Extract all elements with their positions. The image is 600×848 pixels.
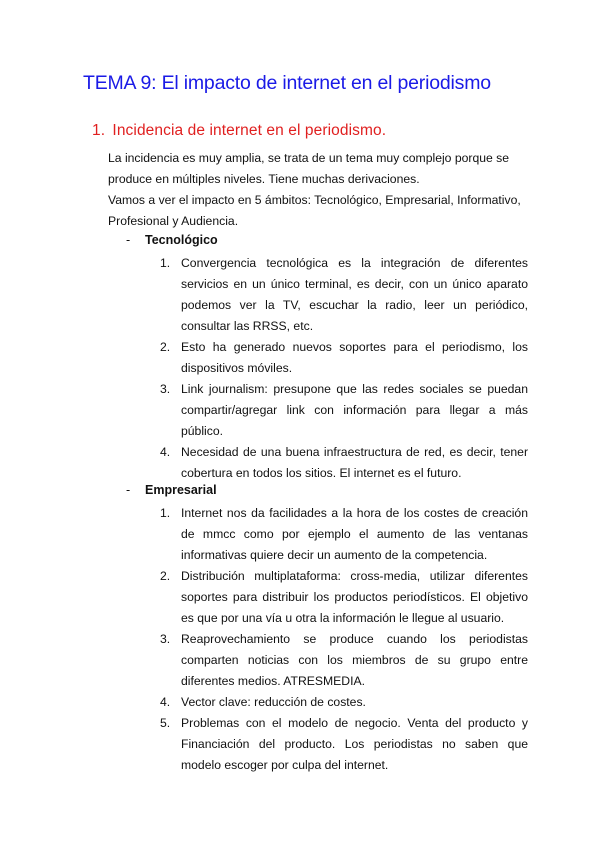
list-item-text: Distribución multiplataforma: cross-media, utilizar diferentes soportes para distribuir los productos periodísticos. El objetivo es que por una vía u otra la información le llegue al usuario. — [181, 569, 528, 625]
intro-paragraph: Vamos a ver el impacto en 5 ámbitos: Tecnológico, Empresarial, Informativo, Profesional y Audiencia. — [108, 193, 521, 228]
list-item-text: Problemas con el modelo de negocio. Venta del producto y Financiación del producto. Los periodistas no saben que modelo escoger por culpa del internet. — [181, 716, 528, 772]
list-item-text: Necesidad de una buena infraestructura de red, es decir, tener cobertura en todos los sitios. El internet es el futuro. — [181, 445, 528, 480]
list-item — [160, 692, 528, 713]
dash-bullet: - — [126, 483, 131, 497]
list-item-number: 3. — [160, 632, 171, 646]
list-item — [160, 253, 528, 337]
list-item — [160, 503, 528, 566]
list-item-number: 1. — [160, 256, 171, 270]
list-item-text: Esto ha generado nuevos soportes para el periodismo, los dispositivos móviles. — [181, 340, 528, 375]
list-item — [160, 379, 528, 442]
list-item-text: Internet nos da facilidades a la hora de los costes de creación de mmcc como por ejemplo el aumento de las ventanas informativas quiere decir un aumento de la competencia. — [181, 506, 528, 562]
subsection-heading-text: Empresarial — [145, 483, 217, 497]
list-item-number: 2. — [160, 340, 171, 354]
list-item-number: 2. — [160, 569, 171, 583]
list-item-number: 4. — [160, 695, 171, 709]
dash-bullet: - — [126, 233, 131, 247]
intro-paragraph: La incidencia es muy amplia, se trata de un tema muy complejo porque se produce en múltiples niveles. Tiene muchas derivaciones. — [108, 151, 510, 186]
list-item — [160, 442, 528, 484]
list-item-text: Link journalism: presupone que las redes sociales se puedan compartir/agregar link con información para llegar a más público. — [181, 382, 528, 438]
section-heading — [92, 122, 386, 140]
subsection-heading-empresarial — [126, 483, 217, 497]
list-item-number: 4. — [160, 445, 171, 459]
list-item-number: 3. — [160, 382, 171, 396]
list-item-number: 1. — [160, 506, 171, 520]
list-item-text: Convergencia tecnológica es la integración de diferentes servicios en un único terminal, es decir, con un único aparato podemos ver la TV, escuchar la radio, leer un periódico, consultar las RRSS, etc. — [181, 256, 528, 333]
page-title: TEMA 9: El impacto de internet en el periodismo — [83, 72, 491, 94]
section-number: 1. — [92, 122, 106, 139]
list-item — [160, 629, 528, 692]
list-item — [160, 566, 528, 629]
subsection-heading-text: Tecnológico — [145, 233, 218, 247]
list-item-text: Vector clave: reducción de costes. — [181, 695, 366, 709]
list-item — [160, 713, 528, 776]
section-title-text: Incidencia de internet en el periodismo. — [112, 122, 387, 139]
list-item — [160, 337, 528, 379]
list-item-text: Reaprovechamiento se produce cuando los periodistas comparten noticias con los miembros de su grupo entre diferentes medios. ATRESMEDIA. — [181, 632, 528, 688]
intro-text — [108, 148, 528, 232]
subsection-heading-tecnologico — [126, 233, 218, 247]
list-item-number: 5. — [160, 716, 171, 730]
empresarial-list — [160, 503, 528, 776]
tecnologico-list — [160, 253, 528, 484]
